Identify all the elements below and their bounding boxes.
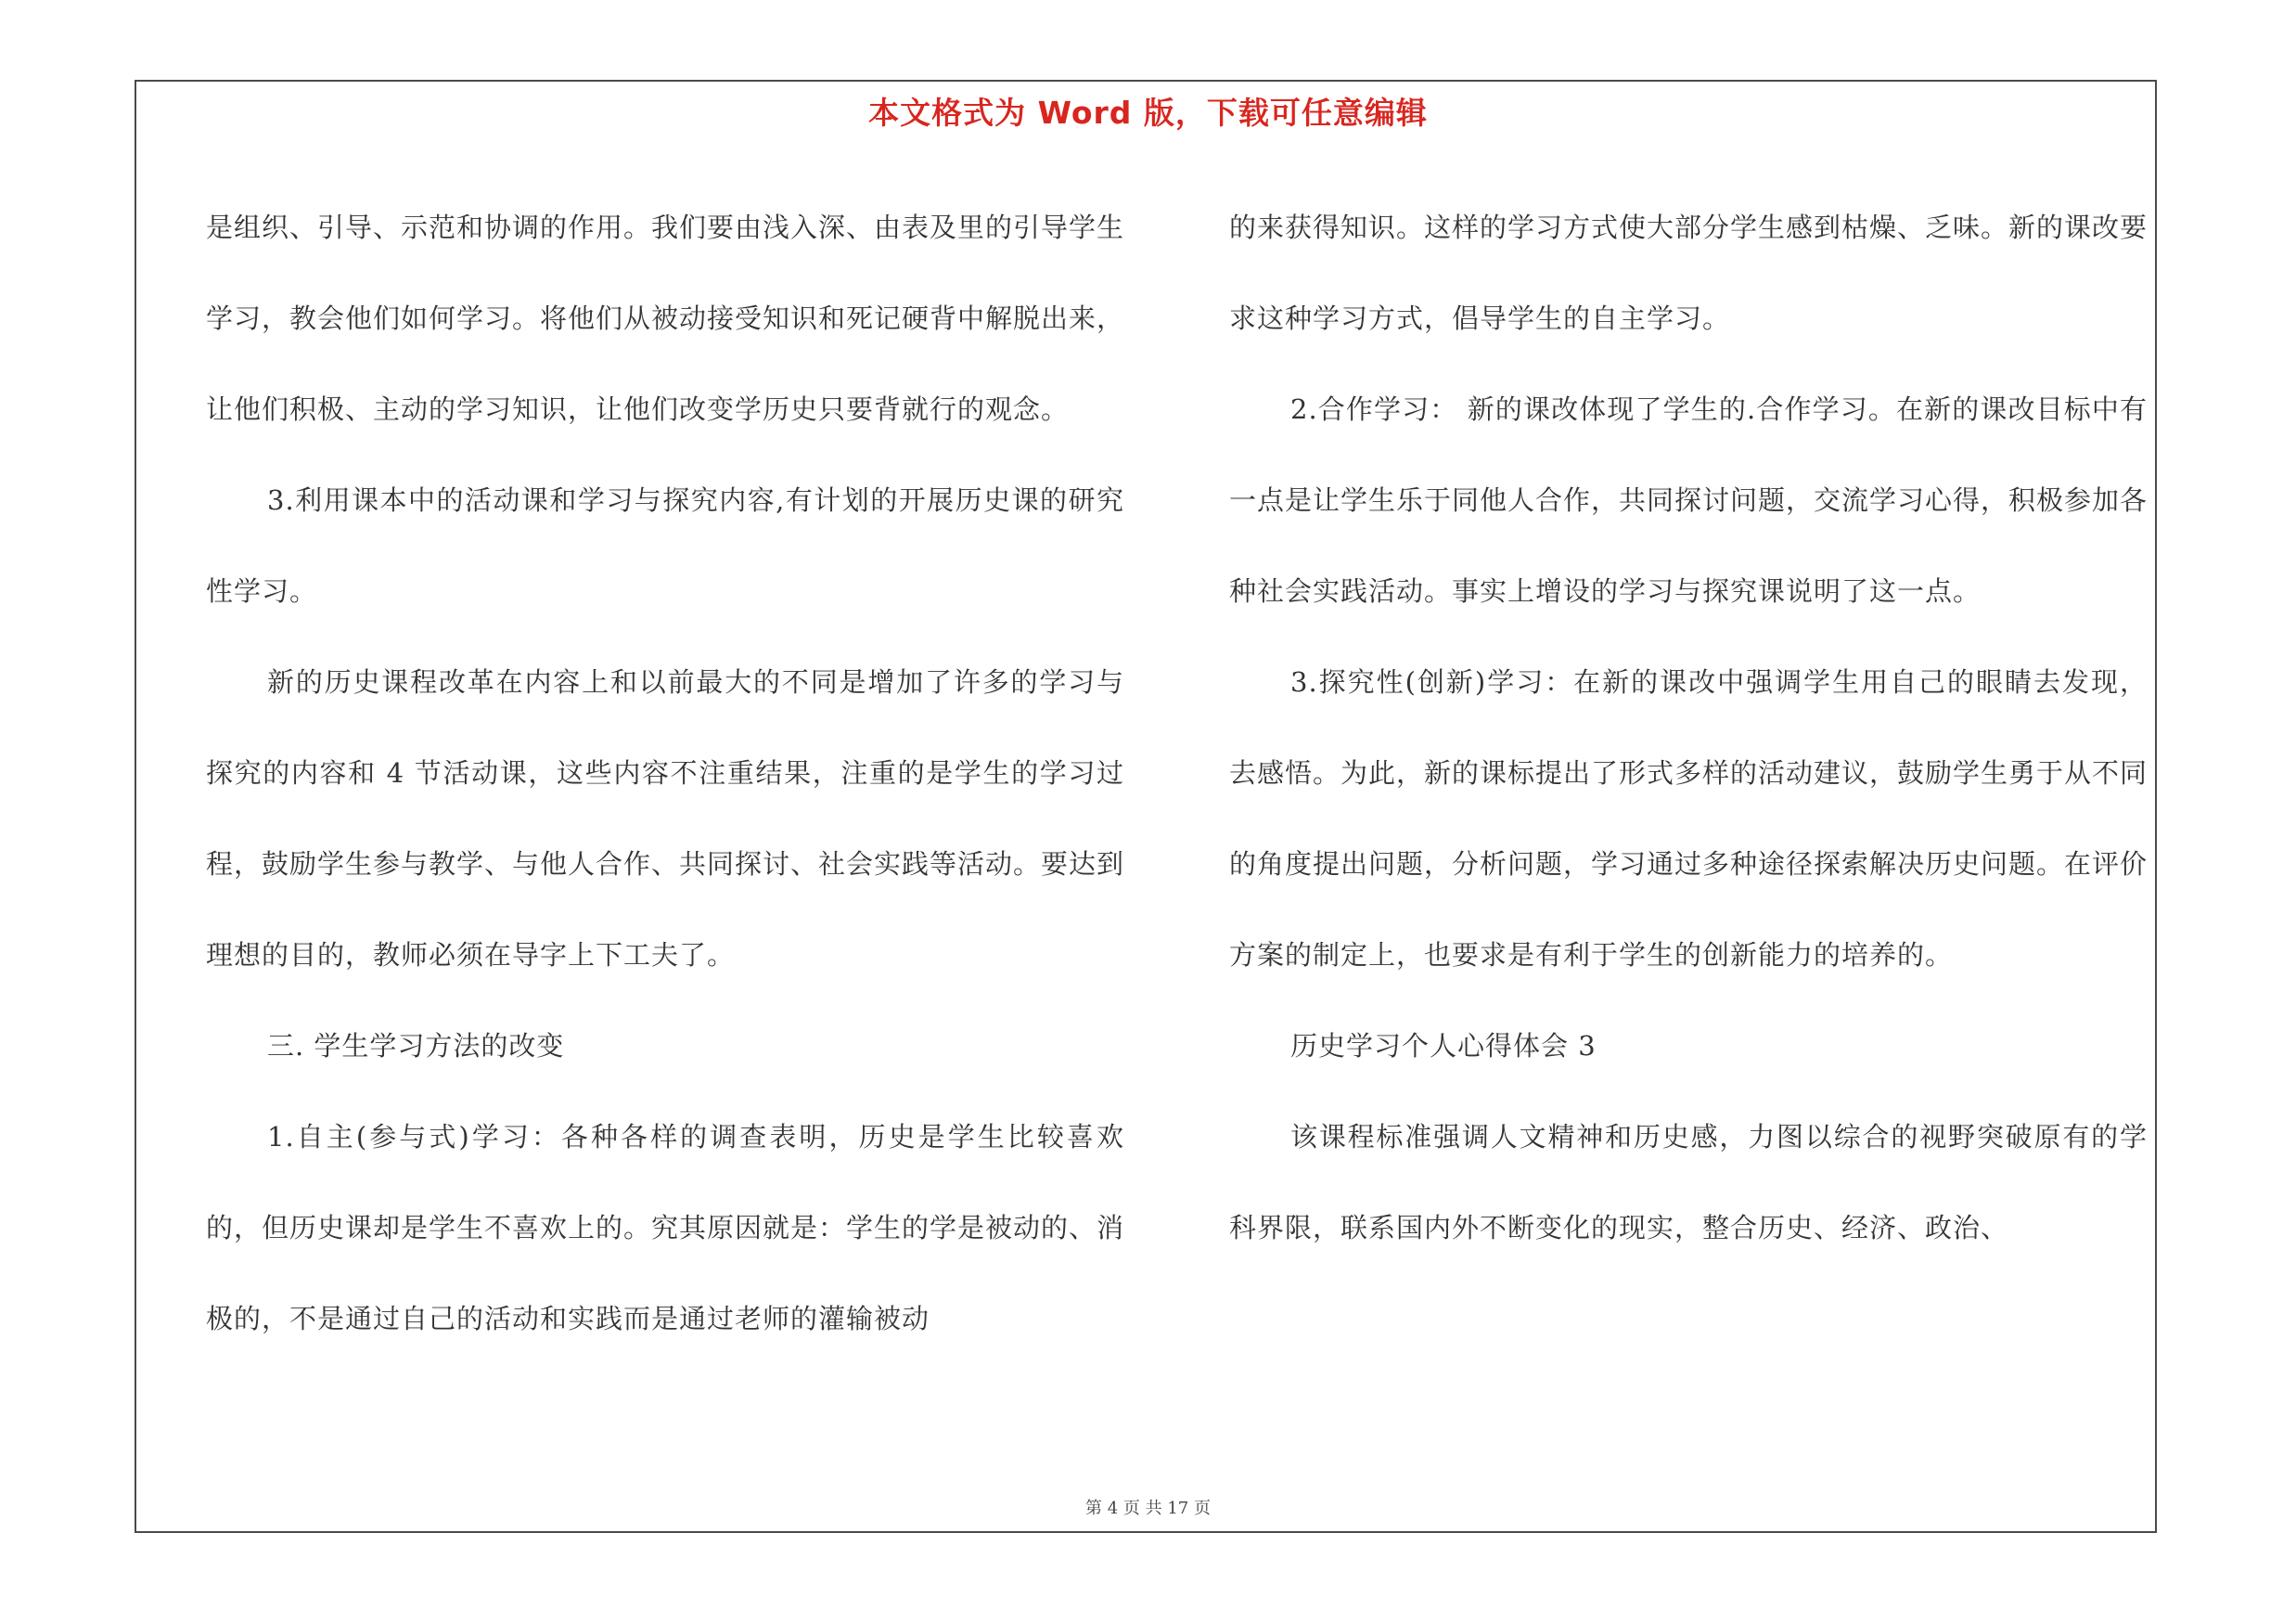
paragraph: 2.合作学习： 新的课改体现了学生的.合作学习。在新的课改目标中有一点是让学生乐于同他人合作，共同探讨问题，交流学习心得，积极参加各种社会实践活动。事实上增设的学习与探究课说明了这一点。	[1229, 393, 2148, 607]
format-banner: 本文格式为 Word 版，下载可任意编辑	[868, 95, 1428, 131]
paragraph: 1.自主(参与式)学习：各种各样的调查表明，历史是学生比较喜欢的，但历史课却是学生不喜欢上的。究其原因就是：学生的学是被动的、消极的，不是通过自己的活动和实践而是通过老师的灌输被动	[206, 1121, 1125, 1334]
section-heading: 历史学习个人心得体会 3	[1290, 1030, 1597, 1062]
paragraph: 是组织、引导、示范和协调的作用。我们要由浅入深、由表及里的引导学生学习，教会他们如何学习。将他们从被动接受知识和死记硬背中解脱出来，让他们积极、主动的学习知识，让他们改变学历史只要背就行的观念。	[206, 212, 1125, 425]
paragraph: 的来获得知识。这样的学习方式使大部分学生感到枯燥、乏味。新的课改要求这种学习方式，倡导学生的自主学习。	[1229, 212, 2148, 334]
paragraph: 该课程标准强调人文精神和历史感，力图以综合的视野突破原有的学科界限，联系国内外不断变化的现实，整合历史、经济、政治、	[1229, 1121, 2148, 1243]
section-heading: 三. 学生学习方法的改变	[267, 1030, 565, 1062]
paragraph: 3.探究性(创新)学习：在新的课改中强调学生用自己的眼睛去发现，去感悟。为此，新的课标提出了形式多样的活动建议，鼓励学生勇于从不同的角度提出问题，分析问题，学习通过多种途径探索解决历史问题。在评价方案的制定上，也要求是有利于学生的创新能力的培养的。	[1229, 666, 2148, 971]
page-number: 第 4 页 共 17 页	[1085, 1499, 1211, 1518]
paragraph: 3.利用课本中的活动课和学习与探究内容,有计划的开展历史课的研究性学习。	[206, 484, 1124, 607]
right-column	[1229, 182, 2148, 1273]
paragraph: 新的历史课程改革在内容上和以前最大的不同是增加了许多的学习与探究的内容和 4 节活动课，这些内容不注重结果，注重的是学生的学习过程，鼓励学生参与教学、与他人合作、共同探讨、社会实践等活动。要达到理想的目的，教师必须在导字上下工夫了。	[206, 666, 1125, 971]
left-column	[206, 182, 1124, 1364]
